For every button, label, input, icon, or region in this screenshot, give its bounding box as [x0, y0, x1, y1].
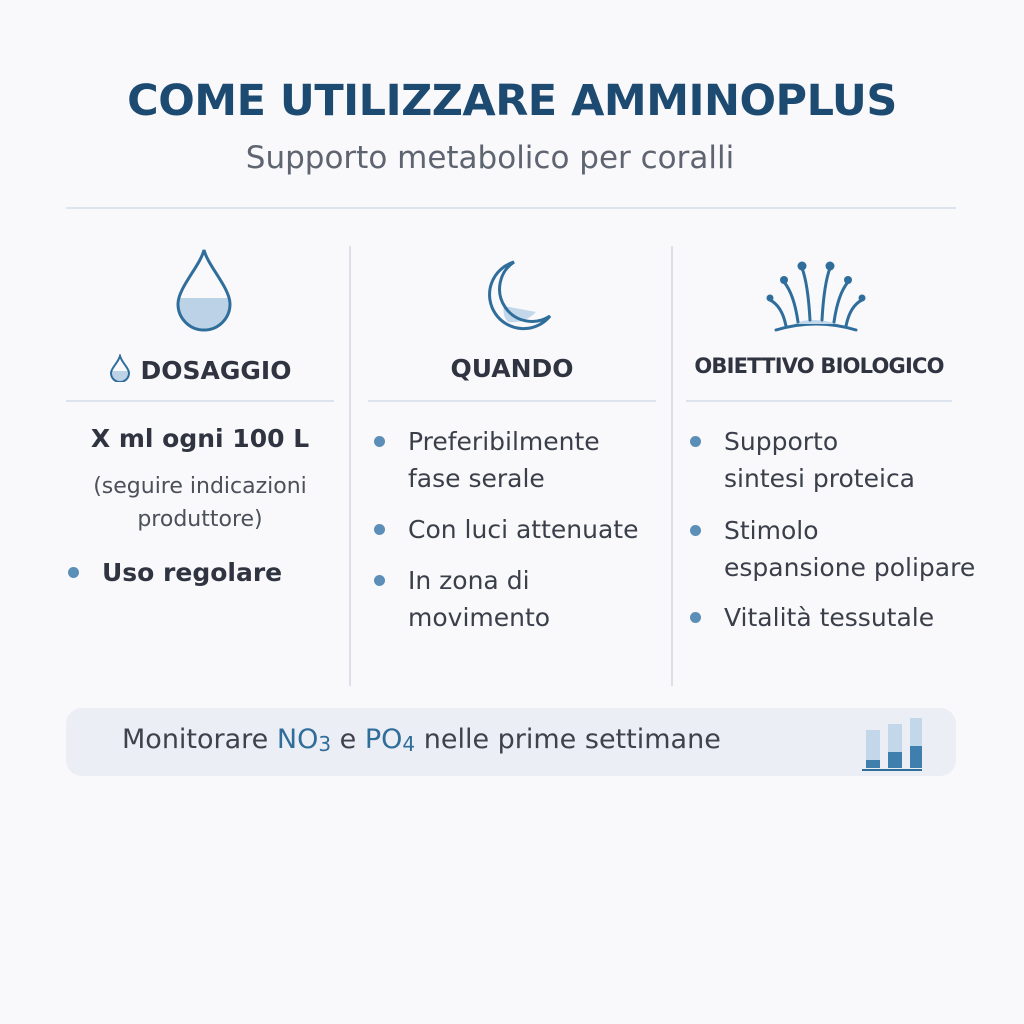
- column-heading-rule: [368, 400, 656, 402]
- phosphate-label: $PO_4$: [364, 724, 416, 756]
- list-item: In zona di movimento: [374, 562, 550, 636]
- column-heading: OBIETTIVO BIOLOGICO: [694, 354, 944, 378]
- list-item: Vitalità tessutale: [690, 599, 934, 636]
- dose-note-line: produttore): [137, 507, 263, 532]
- bullet-dot: [374, 575, 385, 586]
- small-drop-icon: [109, 354, 131, 382]
- bullet-dot: [374, 436, 385, 447]
- column-heading-label: DOSAGGIO: [140, 356, 292, 385]
- bullet-dot: [68, 567, 79, 578]
- column-heading: QUANDO: [450, 354, 574, 383]
- bullet-dot: [690, 525, 701, 536]
- list-item: Preferibilmente fase serale: [374, 423, 600, 497]
- bullet-dot: [690, 612, 701, 623]
- monitor-note: [66, 708, 956, 776]
- nitrate-label: $NO_3$: [276, 724, 332, 756]
- list-item: Supporto sintesi proteica: [690, 423, 915, 497]
- column-heading-rule: [66, 400, 334, 402]
- column-divider: [349, 246, 351, 686]
- column-divider: [671, 246, 673, 686]
- bullet-dot: [374, 524, 385, 535]
- water-drop-icon: [174, 246, 234, 332]
- column-heading-rule: [686, 400, 952, 402]
- coral-icon: [764, 254, 868, 336]
- dose-note-line: (seguire indicazioni: [93, 474, 307, 499]
- dose-amount: X ml ogni 100 L: [90, 424, 310, 453]
- dose-note: [66, 470, 334, 536]
- header-divider: [66, 207, 956, 209]
- page-subtitle: Supporto metabolico per coralli: [245, 140, 735, 176]
- bullet-dot: [690, 436, 701, 447]
- list-item: Stimolo espansione polipare: [690, 512, 975, 586]
- list-item: Uso regolare: [68, 554, 282, 591]
- bar-chart-icon: [862, 716, 922, 772]
- monitor-note-text: Monitorare $NO_3$ e $PO_4$ nelle prime settimane: [122, 724, 721, 756]
- page-title: COME UTILIZZARE AMMINOPLUS: [127, 76, 897, 126]
- column-heading: [66, 354, 334, 385]
- moon-icon: [474, 258, 554, 338]
- list-item: Con luci attenuate: [374, 511, 638, 548]
